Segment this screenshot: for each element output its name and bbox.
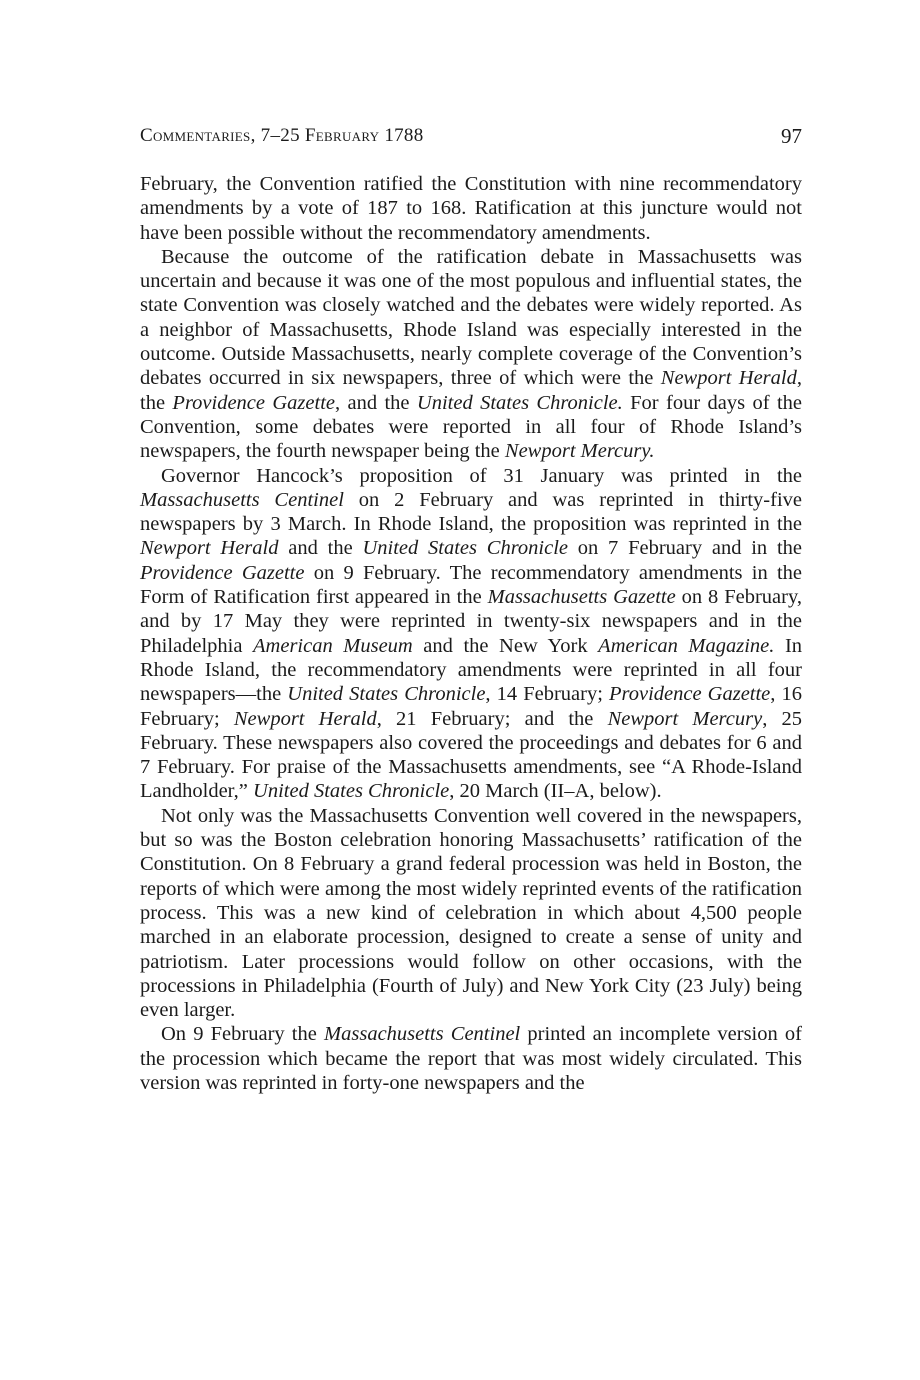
text-run: February, the Convention ratified the Constitution with nine recommendatory amendments by a vote of 187 to 168. Ratification at this juncture would not have been possible without the recommendatory amendments.: [140, 173, 802, 244]
text-run: Not only was the Massachusetts Convention well covered in the newspapers, but so was the Boston celebration honoring Massachusetts’ ratification of the Constitution. On 8 February a grand federal procession was held in Boston, the reports of which were among the most widely reprinted events of the ratification process. This was a new kind of celebration in which about 4,500 people marched in an elaborate procession, designed to create a sense of unity and patriotism. Later processions would follow on other occasions, with the processions in Philadelphia (Fourth of July) and New York City (23 July) being even larger.: [140, 804, 802, 1022]
text-run: In Rhode Island, the recommendatory amendments were reprinted in all four newspapers—the: [140, 634, 803, 706]
italic-text-run: Providence Gazette: [609, 683, 771, 706]
italic-text-run: Newport Herald: [233, 707, 377, 730]
text-run: , 21 February; and the: [376, 707, 608, 730]
text-run: , 14 February;: [485, 683, 609, 706]
paragraph-4: [140, 804, 802, 1023]
text-run: and the: [278, 537, 363, 560]
text-run: on 8 February, and by 17 May they were reprinted in twenty-six newspapers and in the Philadelphia: [140, 586, 803, 657]
italic-text-run: United States Chronicle: [287, 683, 486, 706]
running-title: Commentaries, 7–25 February 1788: [140, 125, 424, 146]
running-header: [140, 121, 802, 151]
italic-text-run: Newport Herald: [660, 367, 797, 390]
text-run: , the: [140, 367, 802, 414]
page-number: 97: [781, 124, 802, 148]
text-run: , 20 March (II–A, below).: [449, 780, 662, 803]
paragraph-3: [140, 464, 802, 804]
text-run: On 9 February the: [161, 1023, 325, 1046]
text-run: , 25 February. These newspapers also covered the proceedings and debates for 6 and 7 February. For praise of the Massachusetts amendments, see “A Rhode-Island Landholder,”: [140, 707, 803, 803]
italic-text-run: Providence Gazette: [172, 391, 335, 414]
text-run: printed an incomplete version of the procession which became the report that was most widely circulated. This version was reprinted in forty-one newspapers and the: [140, 1023, 802, 1094]
italic-text-run: Newport Mercury: [607, 707, 763, 730]
italic-text-run: Massachusetts Centinel: [324, 1023, 521, 1046]
paragraph-1: [140, 172, 802, 245]
text-run: on 2 February and was reprinted in thirty-five newspapers by 3 March. In Rhode Island, the proposition was reprinted in the: [140, 488, 802, 536]
italic-text-run: Newport Herald: [140, 537, 279, 560]
italic-text-run: Providence Gazette: [140, 561, 305, 584]
italic-text-run: Newport Mercury.: [504, 440, 655, 463]
body-text: [140, 172, 802, 1095]
text-run: , and the: [335, 391, 417, 414]
text-run: Because the outcome of the ratification debate in Massachusetts was uncertain and because it was one of the most populous and influential states, the state Convention was closely watched and the debates were widely reported. As a neighbor of Massachusetts, Rhode Island was especially interested in the outcome. Outside Massachusetts, nearly complete coverage of the Convention’s debates occurred in six newspapers, three of which were the: [140, 245, 802, 390]
italic-text-run: United States Chronicle: [362, 537, 568, 560]
italic-text-run: United States Chronicle.: [416, 391, 623, 414]
text-run: and the New York: [412, 634, 599, 657]
text-run: For four days of the Convention, some debates were reported in all four of Rhode Island’s newspapers, the fourth newspaper being the: [140, 391, 802, 463]
italic-text-run: Massachusetts Centinel: [140, 488, 344, 511]
text-run: , 16 February;: [140, 683, 803, 730]
italic-text-run: American Magazine.: [598, 634, 775, 657]
text-run: on 9 February. The recommendatory amendments in the Form of Ratification first appeared in the: [140, 561, 802, 609]
paragraph-5: [140, 1022, 802, 1095]
paragraph-2: [140, 245, 802, 464]
italic-text-run: American Museum: [253, 634, 413, 657]
text-run: on 7 February and in the: [568, 537, 802, 560]
italic-text-run: Massachusetts Gazette: [487, 586, 676, 609]
italic-text-run: United States Chronicle: [253, 780, 450, 803]
text-run: Governor Hancock’s proposition of 31 January was printed in the: [161, 464, 802, 487]
